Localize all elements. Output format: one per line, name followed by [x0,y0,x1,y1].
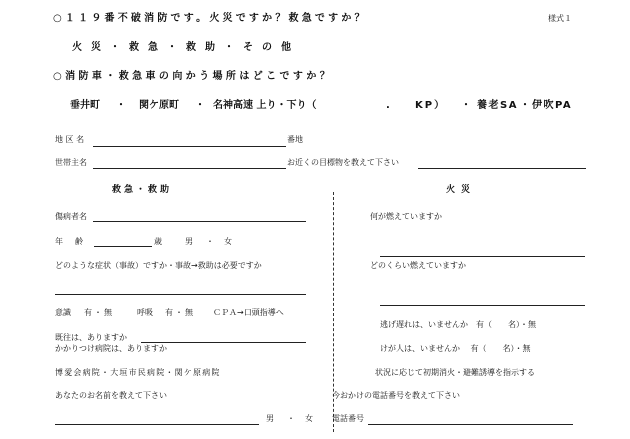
caller-sex-male[interactable]: 男 [266,414,274,423]
fire-heading: 火災 [446,185,477,195]
age-unit: 歳 [154,237,162,246]
initial-response-instruction: 状況に応じて初期消火・避難誘導を指示する [375,368,535,377]
form-id: 様式１ [548,14,572,23]
kp-dot: . [386,100,390,111]
sex-female[interactable]: 女 [224,237,232,246]
patient-name-field[interactable] [93,221,306,222]
district-field[interactable] [93,146,286,147]
injured-persons-question: けが人は、いませんか 有（ 名）・無 [380,344,531,353]
separator: ・ [195,100,205,111]
consciousness-label: 意識 [55,308,71,317]
medical-history-field[interactable] [141,342,306,343]
fire-size-field[interactable] [380,305,585,306]
patient-name-label: 傷病者名 [55,212,87,221]
question-emergency-type: ○１１９番不破消防です。火災ですか？救急ですか？ [53,13,368,24]
rescue-heading: 救急・救助 [112,185,173,195]
sex-male[interactable]: 男 [185,237,193,246]
emergency-type-options: 火災・救急・救助・その他 [72,42,300,53]
location-ibuki-pa: 伊吹PA [532,100,573,111]
phone-field[interactable] [368,424,573,425]
location-meishin: 名神高速 上り・下り（ [213,100,317,111]
kp-label: KP） [415,100,447,111]
landmark-label: お近くの目標物を教えて下さい [287,158,399,167]
breathing-options[interactable]: 有・無 [165,308,195,317]
medical-history-label: 既往は、ありますか [55,333,127,342]
question-destination: ○消防車・救急車の向かう場所はどこですか？ [53,71,334,82]
hospital-options[interactable]: 博愛会病院・大垣市民病院・関ケ原病院 [55,368,221,377]
location-tarui: 垂井町 [70,100,100,111]
age-field[interactable] [94,246,152,247]
fire-size-question: どのくらい燃えていますか [370,261,466,270]
phone-label: 電話番号 [332,414,364,423]
caller-sex-female[interactable]: 女 [305,414,313,423]
separator: ・ [461,100,471,111]
caller-name-field[interactable] [55,424,259,425]
district-label: 地 区 名 [55,135,85,144]
separator: ・ [287,414,295,423]
symptoms-field[interactable] [55,294,306,295]
symptoms-question: どのような症状（事故）ですか・事故→救助は必要ですか [55,261,262,270]
consciousness-options[interactable]: 有・無 [84,308,114,317]
location-yoro-sa: 養老SA [477,100,518,111]
trapped-persons-question: 逃げ遅れは、いませんか 有（ 名）・無 [380,320,536,329]
what-burning-question: 何が燃えていますか [370,212,442,221]
separator: ・ [206,237,214,246]
what-burning-field[interactable] [380,256,585,257]
phone-question: 今おかけの電話番号を教えて下さい [332,391,460,400]
age-label: 年 齢 [55,237,85,246]
householder-label: 世帯主名 [55,158,87,167]
breathing-label: 呼吸 [137,308,153,317]
caller-name-question: あなたのお名前を教えて下さい [55,391,167,400]
separator: ・ [116,100,126,111]
householder-field[interactable] [93,168,286,169]
location-sekigahara: 関ケ原町 [139,100,179,111]
landmark-field[interactable] [418,168,586,169]
family-doctor-label: かかりつけ病院は、ありますか [55,344,167,353]
cpa-instruction: ＣＰＡ→口頭指導へ [213,308,284,317]
separator: ・ [520,100,530,111]
address-number-label: 番地 [287,135,303,144]
